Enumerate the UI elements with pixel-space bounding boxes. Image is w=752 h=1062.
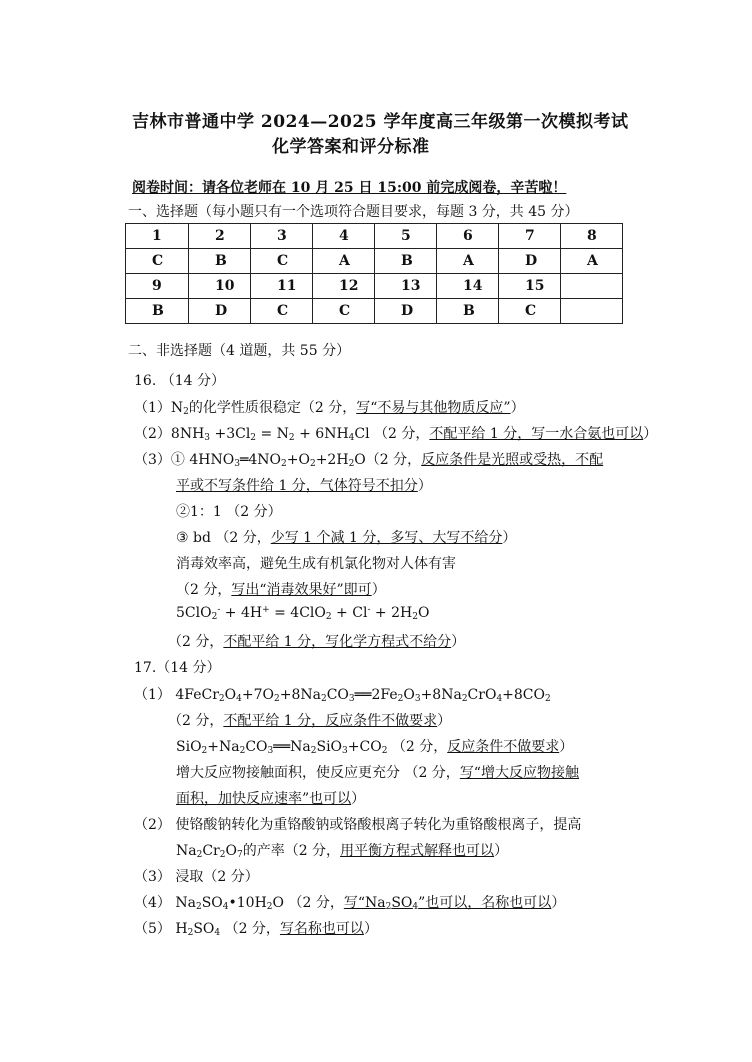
question-number-row	[126, 274, 623, 299]
q17-answer-4: （4） $Na_2SO_4•10H_2O$ （2 分，写“$Na_2SO_4$”也可以，名称也可以）	[134, 895, 566, 912]
answer-cell: D	[499, 249, 561, 274]
answer-cell	[561, 299, 623, 324]
q17-answer-1-score: （2 分，不配平给 1 分，反应条件不做要求）	[168, 713, 452, 729]
q17-answer-2: （2） 使铬酸钠转化为重铬酸钠或铬酸根离子转化为重铬酸根离子，提高	[134, 817, 582, 833]
answer-cell: B	[189, 249, 251, 274]
q17-answer-3: （3） 浸取（2 分）	[134, 869, 259, 885]
question-number-cell: 9	[126, 274, 189, 299]
question-number-row	[126, 224, 623, 249]
answer-cell: D	[189, 299, 251, 324]
answer-cell: B	[126, 299, 189, 324]
question-number-cell: 5	[375, 224, 437, 249]
answer-cell: B	[375, 249, 437, 274]
answer-cell: A	[313, 249, 375, 274]
answer-cell: C	[313, 299, 375, 324]
q16-answer-3-3: ③ bd （2 分，少写 1 个减 1 分，多写、大写不给分）	[176, 530, 517, 546]
q16-ion-equation: $5ClO_2^- + 4H^+ = 4ClO_2 + Cl^- + 2H_2O$	[176, 605, 430, 622]
answer-row	[126, 249, 623, 274]
section2-heading: 二、非选择题（4 道题，共 55 分）	[128, 343, 351, 359]
q16-header: 16. （14 分）	[134, 373, 225, 389]
q16-answer-reason: 消毒效率高，避免生成有机氯化物对人体有害	[176, 556, 456, 572]
question-number-cell: 2	[189, 224, 251, 249]
answer-cell: D	[375, 299, 437, 324]
question-number-cell: 14	[437, 274, 499, 299]
question-number-cell: 7	[499, 224, 561, 249]
exam-title: 吉林市普通中学 2024—2025 学年度高三年级第一次模拟考试	[132, 112, 629, 132]
answer-cell: C	[126, 249, 189, 274]
question-number-cell: 1	[126, 224, 189, 249]
q16-ion-equation-score: （2 分，不配平给 1 分，写化学方程式不给分）	[168, 634, 466, 650]
question-number-cell: 8	[561, 224, 623, 249]
answer-cell: A	[437, 249, 499, 274]
q16-answer-1: $(1)N_2$的化学性质很稳定（2 分，写“不易与其他物质反应”）	[134, 400, 525, 417]
question-number-cell: 10	[189, 274, 251, 299]
answer-cell: C	[499, 299, 561, 324]
q16-answer-3-1: （3）① $4HNO_3═4NO_2+O_2+2H_2O(2$ 分，反应条件是光照或受热，不配	[134, 452, 604, 469]
q17-answer-1-equation: （1） $4FeCr_2O_4+7O_2+8Na_2CO_3══2Fe_2O_3+8Na_2CrO_4+8CO_2$	[134, 687, 551, 704]
q16-answer-2: $(2)8NH_3 +3Cl_2 = N_2 + 6NH_4Cl$ （2 分，不配平给 1 分，写一水合氨也可以）	[134, 426, 658, 443]
q16-answer-reason-score: （2 分，写出“消毒效果好”即可）	[176, 582, 386, 598]
answer-cell: C	[251, 249, 313, 274]
q17-header: 17.（14 分）	[134, 660, 221, 676]
question-number-cell: 6	[437, 224, 499, 249]
answer-row	[126, 299, 623, 324]
answer-cell: C	[251, 299, 313, 324]
question-number-cell: 15	[499, 274, 561, 299]
q17-answer-1-reason-cont: 面积，加快反应速率”也可以）	[176, 791, 366, 807]
answer-table	[125, 223, 623, 324]
q16-answer-3-2: ②1：1 （2 分）	[176, 504, 282, 520]
q17-answer-1-reason: 增大反应物接触面积，使反应更充分 （2 分，写“增大反应物接触	[176, 765, 579, 781]
section1-heading: 一、选择题（每小题只有一个选项符合题目要求，每题 3 分，共 45 分）	[128, 204, 579, 220]
answer-cell: A	[561, 249, 623, 274]
exam-subtitle: 化学答案和评分标准	[272, 137, 430, 157]
q16-answer-3-1-cont: 平或不写条件给 1 分，气体符号不扣分）	[176, 478, 432, 494]
question-number-cell	[561, 274, 623, 299]
grading-time-note: 阅卷时间：请各位老师在 10 月 25 日 15:00 前完成阅卷，辛苦啦！	[132, 180, 567, 196]
q17-answer-5: （5） $H_2SO_4$ （2 分，写名称也可以）	[134, 921, 378, 938]
q17-answer-2-cont: $Na_2Cr_2O_7$的产率（2 分，用平衡方程式解释也可以）	[176, 843, 509, 860]
question-number-cell: 13	[375, 274, 437, 299]
question-number-cell: 12	[313, 274, 375, 299]
question-number-cell: 4	[313, 224, 375, 249]
q17-answer-1-sio2: $SiO_2+Na_2CO_3══Na_2SiO_3+CO_2$ （2 分，反应条件不做要求）	[176, 739, 574, 756]
question-number-cell: 11	[251, 274, 313, 299]
answer-cell: B	[437, 299, 499, 324]
question-number-cell: 3	[251, 224, 313, 249]
